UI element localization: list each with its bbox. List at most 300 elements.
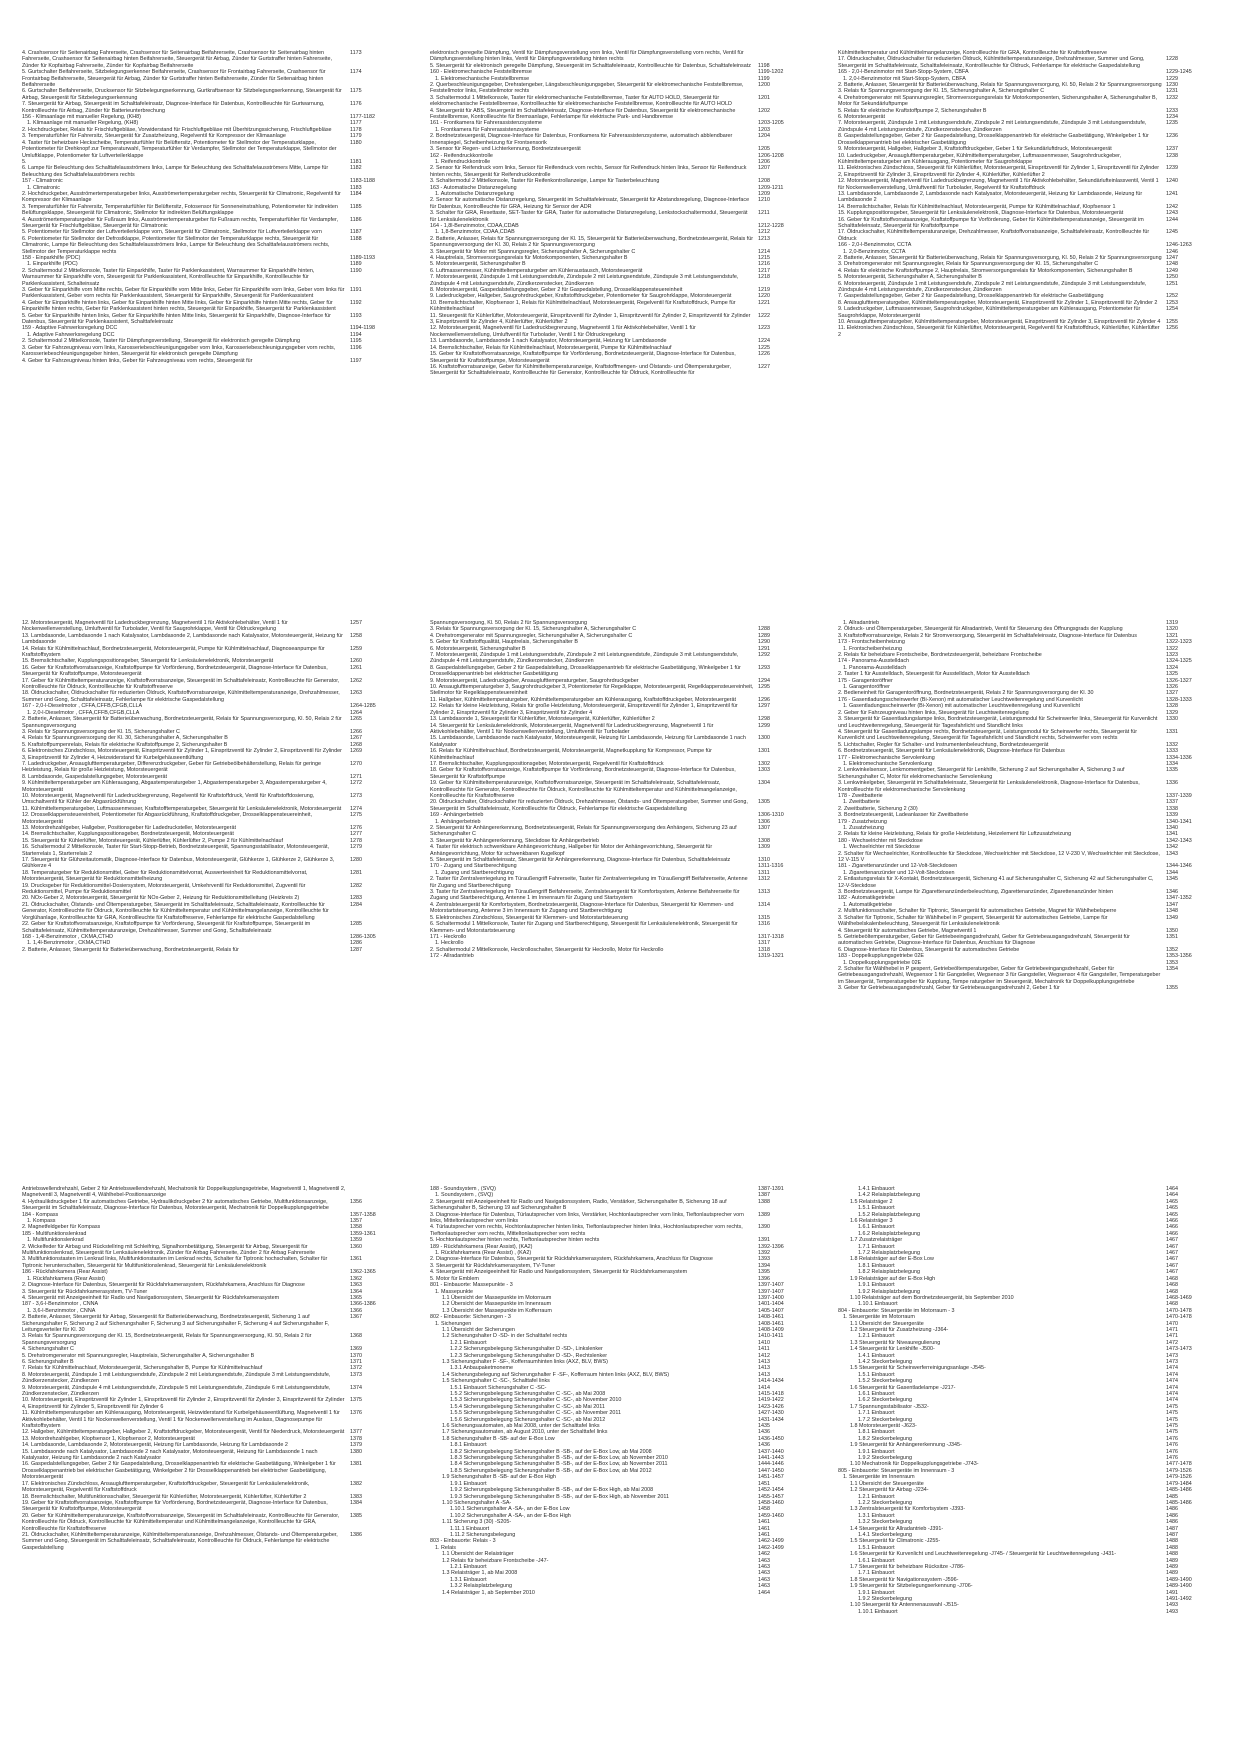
page-number: 1266 — [350, 728, 362, 735]
index-column — [22, 50, 402, 364]
index-entry — [22, 268, 402, 287]
index-entry — [838, 729, 1218, 742]
entry-text: 1.8 Motorsteuergerät -J623- — [850, 1423, 917, 1430]
entry-text: 1.9.1 Einbauort — [858, 1589, 895, 1596]
index-entry — [430, 799, 810, 812]
page-number: 1217 — [758, 267, 770, 274]
index-entry — [22, 1410, 402, 1429]
entry-text: 4. Hauptrelais, Stromversorgungsrelais für Motorkomponenten, Sicherungshalter B — [430, 255, 628, 261]
entry-text: 2. Diagnose-Interface für Datenbus, Steuergerät für Rückfahrkamerasystem, Rückfahrkamera, Anschluss für Diagnose — [430, 1256, 713, 1263]
entry-text: 1. Wechselrichter mit Steckdose — [843, 844, 920, 851]
page-number: 1353-1356 — [1166, 953, 1192, 960]
entry-text: 187 - 3,6-l-Benzinmotor , CNNA — [22, 1301, 99, 1308]
page-number: 1209 — [758, 190, 770, 197]
entry-text: 4. Geber für Fahrzeugniveau hinten links, Geber für Fahrzeugniveau vorn rechts, Steuergerät für — [22, 357, 253, 364]
page-number: 1283 — [350, 895, 362, 902]
entry-text: 18. Öldruckschalter, Öldruckschalter für reduzierten Öldruck, Kraftstoffvorratsanzeige, Kühlmitteltemperaturanzeige, Drehzahlmesser, Summer und Gong, Schalttafeleinsatz, Fehlerlampe für elektrische Gaspedalstellung — [22, 690, 340, 703]
page-number: 1339 — [1166, 812, 1178, 819]
page-number: 1189 — [350, 261, 362, 268]
entry-text: 4. Zentralsteuergerät für Komfortsystem, Bordnetzsteuergerät, Diagnose-Interface für Datenbus, Steuergerät für Klemmen- und Motorstartsteuerung, Antenne 3 im Innenraum für Zugang und Startberechtigung — [430, 901, 734, 915]
index-entry — [430, 82, 810, 95]
entry-text: 10. Motorsteuergerät, Magnetventil für Ladedruckbegrenzung, Regelventil für Kraftstoffdruck, Ventil für Kraftstoffdosierung, Umschaltventil für Kühler der Abgasrückführung — [22, 792, 315, 806]
entry-text: 1.10.1 Sicherungshalter A -SA-, an der E-Box Low — [450, 1506, 570, 1513]
entry-text: 1.2.2 Steckerbelegung — [858, 1499, 912, 1506]
entry-text: 1.8 Sicherungshalter B -SB- auf der E-Box Low — [442, 1435, 555, 1442]
index-entry — [430, 921, 810, 934]
page-number: 1326-1327 — [1166, 677, 1192, 684]
entry-text: 1.3 Übersicht der Massepunkte im Kofferraum — [442, 1307, 552, 1314]
entry-text: 4. Hydraulikdruckgeber 1 für automatisches Getriebe, Hydraulikdruckgeber 2 für automatisches Getriebe, Multifunktionsanzeige, Steuergerät im Schalttafeleinsatz, Diagnose-Interface für Datenbus, Motorsteuergerät, Mechatronik für Doppelkupplungsgetriebe — [22, 1198, 329, 1212]
page-number: 1182 — [350, 165, 362, 172]
entry-text: 1.5 Steuergerät für Climatronic -J255- — [850, 1538, 941, 1545]
entry-text: 2. Entlastungsrelais für X-Kontakt, Bordnetzsteuergerät, Sicherung 41 auf Sicherungshalter C, Sicherung 42 auf Sicherungshalter C, 12-V-Steckdose — [838, 876, 1154, 889]
index-entry — [22, 50, 402, 69]
entry-text: 3. Geber für Getriebeausgangsdrehzahl, Geber für Getriebeausgangsdrehzahl 2, Geber 1 für — [838, 985, 1060, 992]
page-number: 1351 — [1166, 933, 1178, 940]
index-entry — [22, 1256, 402, 1269]
entry-text: 3. Relais für Spannungsversorgung der Kl. 15, Sicherungshalter A, Sicherungshalter C — [430, 626, 637, 633]
entry-text: 1.4.2 Steckerbelegung — [858, 1358, 912, 1365]
entry-text: 803 - Einbauorte: Relais - 3 — [430, 1538, 496, 1545]
page-number: 1190 — [350, 267, 362, 274]
entry-text: 3. Temperaturfühler für Fahrersitz, Steuergerät für Zusatzheizung, Regelventil für Kompressor der Klimaanlage — [22, 133, 286, 140]
page-number: 1349 — [1166, 914, 1178, 921]
page-number: 1365 — [350, 1294, 362, 1301]
page-number: 1255 — [1166, 319, 1178, 326]
entry-text: 8. Lambdasonde, Gaspedalstellungsgeber, Motorsteuergerät — [22, 773, 168, 780]
entry-text: 1. 2,0-l-Dieselmotor , CFFA,CFFB,CFGB,CLLA — [27, 709, 140, 716]
entry-text: 1.8.1 Einbauort — [858, 1262, 895, 1269]
entry-text: 1.3 Relaisträger 1, ab Mai 2008 — [442, 1570, 518, 1577]
entry-text: 2. Zweitbatterie, Sicherung 2 (30) — [838, 805, 918, 812]
entry-text: 17. Öldruckschalter, Öldruckschalter für reduzierten Öldruck, Kühlmitteltemperaturanzeige, Drehzahlmesser, Summer und Gong, Steuergerät im Schalttafeleinsatz, Schalttafeleinsatz, Kontrollleuchte für Öldruck, Fehlerlampe für elektrische Gaspedalstellung — [838, 56, 1145, 69]
index-entry — [430, 723, 810, 736]
entry-text: 1.3.1 Einbauort — [858, 1512, 895, 1519]
entry-text: 1.9.2 Steckerbelegung — [858, 1455, 912, 1462]
entry-text: 1. 3,6-l-Benzinmotor , CNNA — [27, 1307, 96, 1314]
index-entry — [22, 1532, 402, 1551]
page-number: 1334 — [1166, 760, 1178, 767]
entry-text: 3. Schaltermodul 2 Mittelkonsole, Taster für Reifenkontrollanzeige, Lampe für Tasterbeleuchtung — [430, 178, 660, 185]
index-entry — [22, 345, 402, 358]
entry-text: 1. Reifendruckkontrolle — [435, 158, 491, 165]
index-entry — [22, 300, 402, 313]
entry-text: 16. Geber für Kraftstoffvorratsanzeige, Kraftstoffpumpe für Vorförderung, Bordnetzsteuergerät, Diagnose-Interface für Datenbus, Steuergerät für Kraftstoffpumpe, Motorsteuergerät — [22, 664, 328, 678]
entry-text: 1. Automatikgetriebe — [843, 901, 893, 908]
page-number: 1203 — [758, 126, 770, 133]
page-number: 1364 — [350, 1288, 362, 1295]
page-number: 1489-1490 — [1166, 1576, 1192, 1583]
entry-text: 7. Relais für Kühlmittelnachlauf, Motorsteuergerät, Sicherungshalter B, Pumpe für Kühlmittelnachlauf — [22, 1365, 263, 1372]
entry-text: 1.7.1 Einbauort — [858, 1570, 895, 1577]
page-number: 1414-1434 — [758, 1378, 784, 1385]
page-number: 1246-1263 — [1166, 242, 1192, 249]
page-number: 1324-1325 — [1166, 658, 1192, 665]
page-number: 1204 — [758, 133, 770, 140]
entry-text: 4. Geber für Einparkhilfe hinten links, Geber für Einparkhilfe hinten Mitte links, Geber für Einparkhilfe hinten Mitte rechts, Geber für Einparkhilfe hinten rechts, Geber für Parklenkassistent hinten rechts, Steuergerät für Einparkhilfe, Steuergerät für Parklenkassistent — [22, 299, 336, 313]
index-entry — [838, 133, 1218, 146]
page-number: 1236 — [1166, 133, 1178, 140]
page-number: 1173 — [350, 50, 362, 56]
entry-text: 1.2 Steuergerät für Airbag -J234- — [850, 1487, 929, 1494]
entry-text: 1.5.1 Einbauort Sicherungshalter C -SC- — [450, 1384, 547, 1391]
page-number: 1245 — [1166, 229, 1178, 236]
page-number: 1361 — [350, 1256, 362, 1263]
page-number: 1301 — [758, 748, 770, 755]
entry-text: 188 - Soundsystem , (SVQ) — [430, 1186, 496, 1192]
page-number: 1289 — [758, 632, 770, 639]
page-number: 1293 — [758, 664, 770, 671]
page-number: 1474 — [1166, 1378, 1178, 1385]
page-number: 1471 — [1166, 1333, 1178, 1340]
page-number: 1307 — [758, 825, 770, 831]
entry-text: 1.3 Zentralsteuergerät für Komfortsystem -J393- — [850, 1506, 966, 1513]
entry-text: 2. Schalter für Wechselrichter, Kontrollleuchte für Steckdose, Wechselrichter mit Steckdose, 12 V-230 V, Wechselrichter mit Steckdose, 12 V-115 V — [838, 850, 1160, 864]
entry-text: 1.4.1 Steckerbelegung — [858, 1531, 912, 1538]
page-number: 1465 — [1166, 1211, 1178, 1218]
index-column — [22, 620, 402, 953]
page-number: 1360 — [350, 1243, 362, 1250]
index-entry — [838, 767, 1218, 780]
index-entry — [838, 966, 1218, 985]
entry-text: 5. Lichtschalter, Regler für Schalter- und Instrumentenbeleuchtung, Bordnetzsteuergerät — [838, 741, 1049, 748]
entry-text: 11. Hallgeber, Kühlmitteltemperaturgeber, Kühlmitteltemperaturgeber am Kühlerausgang, Kraftstoffdruckgeber, Motorsteuergerät — [430, 696, 737, 703]
page-number: 1197 — [350, 357, 362, 364]
entry-text: 5. Steuergerät für elektronisch geregelte Dämpfung, Steuergerät im Schalttafeleinsatz, Kontrollleuchte für Datenbus, Schalttafeleinsatz — [430, 62, 751, 69]
page-number: 1470 — [1166, 1320, 1178, 1327]
page-number: 1458-1460 — [758, 1499, 784, 1506]
entry-text: 16. Relais für Kühlmittelnachlauf, Bordnetzsteuergerät, Motorsteuergerät, Magnetkupplung für Kompressor, Pumpe für Kühlmittelnachlauf — [430, 748, 712, 761]
entry-text: 158 - Einparkhilfe (PDC) — [22, 255, 81, 261]
entry-text: 17. Steuergerät für Glühzeitautomatik, Diagnose-Interface für Datenbus, Motorsteuergerät, Glühkerze 1, Glühkerze 2, Glühkerze 3, Glühkerze 4 — [22, 857, 335, 870]
page-number: 1479-1526 — [1166, 1467, 1192, 1474]
entry-text: 10. Bremslichtschalter, Klopfsensor 1, Relais für Kühlmittelnachlauf, Motorsteuergerät, Regelventil für Kraftstoffdruck, Pumpe für Kühlmittelnachlauf — [430, 299, 736, 313]
entry-text: 20. Geber für Kühlmitteltemperaturanzeige, Kraftstoffvorratsanzeige, Steuergerät im Schalttafeleinsatz, Kontrollleuchte für Generator, Kontrollleuchte für Öldruck, Kontrollleuchte für Kühlmitteltemperatur und Kühlmittelmangelanzeige, Kontrollleuchte für GRA, Kontrollleuchte für Kraftstoffreserve — [22, 1512, 340, 1532]
entry-text: 12. Drosselklappensteuereinheit, Potentiometer für Abgasrückführung, Kraftstoffdruckgeber, Drosselklappensteuereinheit, Motorsteuergerät — [22, 812, 312, 825]
entry-text: 3. Schalter für GRA, Resettaste, SET-Taster für GRA, Taster für automatische Distanzregelung, Lenkstockschaltermodul, Steuergerät für Lenksäulenelektronik — [430, 210, 748, 223]
page-number: 1311 — [758, 869, 770, 876]
index-entry — [22, 1186, 402, 1199]
entry-text: 1.8.4 Sicherungsbelegung Sicherungshalter B -SB-, auf der E-Box Low, ab November 2011 — [450, 1461, 668, 1468]
entry-text: 184 - Kompass — [22, 1211, 59, 1218]
entry-text: 804 - Einbauorte: Steuergeräte im Motorraum - 3 — [838, 1307, 955, 1314]
index-entry — [430, 889, 810, 902]
entry-text: 1.2.1 Einbauort — [858, 1493, 895, 1500]
page-number: 1441-1443 — [758, 1455, 784, 1462]
page-number: 1188 — [350, 235, 362, 242]
entry-text: 11. Kühlmitteltemperaturgeber, Luftmassenmesser, Kraftstofftemperaturgeber, Steuergerät für Lenksäulenelektronik, Motorsteuergerät — [22, 805, 342, 812]
page-number: 1285 — [350, 921, 362, 928]
page-number: 1286-1305 — [350, 933, 376, 940]
page-number: 1295 — [758, 684, 770, 691]
page-number: 1192 — [350, 299, 362, 306]
entry-text: 5. Getriebeöltemperaturgeber, Geber für Getriebeeingangsdrehzahl, Geber für Getriebeausgangsdrehzahl, Steuergerät für automatisches Getriebe, Diagnose-Interface für Datenbus, Anschluss für Diagnose — [838, 933, 1130, 947]
index-entry — [838, 229, 1218, 242]
entry-text: 12. Hallgeber, Kühlmitteltemperaturgeber, Hallgeber 2, Kraftstoffdruckgeber, Motorsteuergerät, Ventil für Niederdruck, Motorsteuergerät — [22, 1429, 345, 1436]
page-number: 1297 — [758, 703, 770, 710]
page-number: 1241 — [1166, 190, 1178, 197]
entry-text: 1.9.2 Relaisplatzbelegung — [858, 1288, 921, 1295]
page-number: 1286 — [350, 940, 362, 947]
page-number: 1308 — [758, 837, 770, 844]
page-number: 1343 — [1166, 850, 1178, 857]
index-entry — [22, 1481, 402, 1494]
index-entry — [22, 947, 402, 953]
entry-text: 12. Motorsteuergerät, Magnetventil für Ladedruckbegrenzung, Magnetventil 1 für Aktivkohlebehälter, Ventil 1 für Nockenwellenverstellung, Umluftventil für Turbolader, Ventil für Saugrohrklappe, Ventil für Öldruckregelung — [22, 620, 288, 633]
entry-text: 7. Ladedruckgeber, Ansauglufttemperaturgeber, Differenzdruckgeber, Geber für Getriebeölbehälterstellung, Relais für geringe Heizleistung, Relais für große Heizleistung, Motorsteuergerät — [22, 760, 321, 774]
page-number: 1467 — [1166, 1256, 1178, 1263]
page-number: 1463 — [758, 1570, 770, 1577]
page-number: 1473 — [1166, 1352, 1178, 1359]
entry-text: 1. Soundsystem , (SVQ) — [435, 1192, 494, 1199]
index-entry — [22, 1333, 402, 1346]
page-number: 1288 — [758, 626, 770, 633]
entry-text: 2. Öldruck- und Öltemperaturgeber, Steuergerät für Allradantrieb, Ventil für Steuerung des Öffnungsgrads der Kupplung — [838, 626, 1123, 633]
entry-text: 9. Kühlmitteltemperaturgeber am Kühlerausgang, Abgastemperaturgeber 1, Abgastemperaturgeber 3, Abgastemperaturgeber 4, Motorsteuergerät — [22, 780, 327, 793]
entry-text: 181 - Zigarettenanzünder und 12-Volt-Steckdosen — [838, 863, 958, 870]
entry-text: 6. Bordnetzsteuergerät, Steuergerät für Lenksäulenelektronik, Diagnose-Interface für Datenbus — [838, 748, 1065, 755]
page-number: 1357 — [350, 1218, 362, 1225]
page-number: 1311-1316 — [758, 863, 784, 870]
page-number: 1473 — [1166, 1358, 1178, 1365]
index-entry — [22, 236, 402, 255]
entry-text: 3. Kraftstoffvorratsanzeige, Relais 2 für Stromversorgung, Steuergerät im Schalttafeleinsatz, Diagnose-Interface für Datenbus — [838, 632, 1137, 639]
entry-text: 17. Bremslichtschalter, Kupplungspositionsgeber, Motorsteuergerät, Regelventil für Kraftstoffdruck — [430, 760, 664, 767]
entry-text: 5. Gurtschalter Beifahrerseite, Sitzbelegungserkenner Beifahrerseite, Crashsensor für Frontairbag Fahrerseite, Crashsensor für Frontairbag Beifahrerseite, Steuergerät für Airbag, Zünder für Gurtstraffer hinten Beifahrerseite, Zünder für Seitenairbag hinten Beifahrerseite — [22, 69, 326, 89]
index-entry — [22, 665, 402, 678]
page-number: 1366 — [350, 1307, 362, 1314]
page-number: 1208 — [758, 178, 770, 185]
page-number: 1352 — [1166, 946, 1178, 953]
entry-text: 1. Multifunktionslenkrad — [27, 1237, 84, 1244]
page-number: 1475 — [1166, 1423, 1178, 1430]
page-number: 1238 — [1166, 152, 1178, 159]
index-entry — [22, 358, 402, 364]
entry-text: 178 - Zweitbatterie — [838, 792, 883, 799]
entry-text: 164 - 1,8l-Benzinmotor, CDAA,CDAB — [430, 222, 519, 229]
entry-text: 1.10 Steuergerät für Antennenauswahl -J515- — [850, 1602, 959, 1609]
page-number: 1489 — [1166, 1563, 1178, 1570]
entry-text: 2. Batterie, Anlasser, Steuergerät für Airbag, Steuergerät für Batterieüberwachung, Bordnetzsteuergerät, Sicherung 1 auf Sicherungshalter F, Sicherung 2 auf Sicherungshalter F, Sicherung 3 auf Sicherungshalter F, Sicherung 4 auf Sicherungshalter F, Leitungsverteiler für Kl. 30 — [22, 1314, 329, 1333]
page-number: 1436 — [758, 1429, 770, 1436]
page-number: 1385 — [350, 1512, 362, 1519]
page-number: 1227 — [758, 363, 770, 370]
entry-text: 2. Schaltermodul 2 Mittelkonsole, Taster für Einparkhilfe, Taster für Parklenkassistent, Warnsummer für Einparkhilfe hinten, Warnsummer für Einparkhilfe vorn, Steuergerät für Parklenkassistent, Kontrollleuchte für Einparkhilfe, Kontrollleuchte für Parklenkassistent, Schalteinsatz — [22, 267, 315, 287]
index-entry — [430, 364, 810, 377]
page-number: 1206 — [758, 158, 770, 165]
index-entry — [430, 50, 810, 63]
page-number: 1221 — [758, 299, 770, 306]
entry-text: 1.3 Sicherungshalter F -SF-, Kofferraumhinten links (AXZ, BLV, BWS) — [442, 1358, 608, 1365]
index-entry — [430, 351, 810, 364]
page-number: 1486 — [1166, 1512, 1178, 1519]
entry-text: 805 - Einbauorte: Steuergeräte im Innenraum - 3 — [838, 1467, 955, 1474]
page-number: 1177 — [350, 120, 362, 127]
page-number: 1340-1341 — [1166, 818, 1192, 825]
page-number: 1413 — [758, 1365, 770, 1372]
page-number: 1363 — [350, 1282, 362, 1289]
index-entry — [430, 953, 810, 959]
entry-text: 5. Drehstromgenerator mit Spannungsregler, Hauptrelais, Sicherungshalter A, Sicherungshalter B — [22, 1352, 255, 1359]
page-number: 1357-1358 — [350, 1211, 376, 1218]
page-number: 1427-1430 — [758, 1410, 784, 1417]
entry-text: 2. Batterie, Anlasser, Steuergerät für Batterieüberwachung, Relais für Spannungsversorgung, Kl. 50, Relais 2 für Spannungsversorgung — [838, 255, 1162, 261]
page-number: 1259 — [350, 645, 362, 652]
page-number: 1268 — [350, 741, 362, 748]
page-number: 1347-1352 — [1166, 895, 1192, 902]
page-number: 1207 — [758, 165, 770, 172]
page-number: 1376 — [350, 1410, 362, 1417]
entry-text: 3. Relais für Spannungsversorgung der Kl. 15, Sicherungshalter C — [22, 728, 180, 735]
page-number: 1306 — [758, 818, 770, 825]
page-block — [22, 620, 1218, 1180]
entry-text: 13. Lambdasonde, Lambdasonde 2, Lambdasonde nach Katalysator, Motorsteuergerät, Heizung für Lambdasonde, Heizung für Lambdasonde 2 — [838, 190, 1143, 204]
entry-text: 11. Elektronisches Zündschloss, Steuergerät für Kühlerlüfter, Motorsteuergerät, Regelventil für Kraftstoffdruck, Kühlerlüfter, Kühlerlüfter 2 — [838, 325, 1160, 338]
entry-text: 1.4.1 Einbauort — [858, 1186, 895, 1192]
entry-text: 1. Kompass — [27, 1218, 56, 1225]
index-entry — [22, 883, 402, 896]
entry-text: 1. Adaptive Fahrwerksregelung DCC — [27, 331, 115, 338]
entry-text: 4. Steuergerät für automatisches Getriebe, Magnetventil 1 — [838, 927, 977, 934]
entry-text: 4. Drehstromgenerator mit Spannungsregler, Sicherungshalter A, Sicherungshalter C — [430, 632, 633, 639]
page-number: 1298 — [758, 716, 770, 723]
entry-text: 6. Potentiometer für Stellmotor der Defrostklappe, Potentiometer für Stellmotor der Temperaturklappe rechts, Steuergerät für Climatronic, Lampe für Beleuchtung des Schalttafelausströmers links, Lampe für Beleuchtung des Schalttafelausströmers rechts, Stellmotor der Temperaturklappe rechts — [22, 235, 330, 255]
entry-text: 801 - Einbauorte: Massepunkte - 3 — [430, 1282, 513, 1289]
page-number: 1476 — [1166, 1442, 1178, 1449]
page-number: 1465 — [1166, 1198, 1178, 1205]
entry-text: 1.6.2 Relaisplatzbelegung — [858, 1230, 921, 1237]
page-number: 1488 — [1166, 1551, 1178, 1558]
entry-text: 1. Elektromechanische Feststellbremse — [435, 75, 530, 82]
entry-text: 1.8.5 Sicherungsbelegung Sicherungshalter B -SB-, auf der E-Box Low, ab Mai 2012 — [450, 1467, 652, 1474]
entry-text: 16. Kraftstoffvorratsanzeige, Geber für Kühlmitteltemperaturanzeige, Kraftstoffmengen- und Ölstands- und Öltemperaturgeber, Steuergerät für Schalttafeleinsatz, Kontrollleuchte für Generator, Kontrollleuchte für Öldruck, Kontrollleuchte für — [430, 363, 731, 377]
page-number: 1264 — [350, 709, 362, 716]
index-entry — [430, 1590, 810, 1596]
page-number: 1373 — [350, 1371, 362, 1378]
page-number: 1174 — [350, 69, 362, 76]
page-number: 1487 — [1166, 1525, 1178, 1532]
entry-text: 3. Taster für Zentralverriegelung im Türaußengriff Beifahrerseite, Zentralsteuergerät für Komfortsystem, Antenne Beifahrerseite für Zugang und Startberechtigung, Antenne 1 im Innenraum für Zugang und Startsystem — [430, 889, 740, 902]
entry-text: 1. Steuergeräte im Motorraum — [843, 1314, 915, 1321]
page-number: 1176 — [350, 101, 362, 108]
entry-text: 1. Einparkhilfe (PDC) — [27, 261, 78, 268]
page-number: 1233 — [1166, 107, 1178, 114]
page-number: 1333 — [1166, 748, 1178, 755]
page-number: 1317-1318 — [758, 933, 784, 940]
entry-text: 14. Bremslichtschalter, Kupplungspositionsgeber, Bordnetzsteuergerät, Motorsteuergerät — [22, 831, 234, 838]
page-number: 1473-1473 — [1166, 1346, 1192, 1353]
entry-text: 18. Geber für Kraftstoffvorratsanzeige, Kraftstoffpumpe für Vorförderung, Bordnetzsteuergerät, Diagnose-Interface für Datenbus, Steuergerät für Kraftstoffpumpe — [430, 767, 736, 780]
entry-text: 1. Frontkamera für Fahrerassistenzsysteme — [435, 126, 540, 133]
index-entry — [22, 1397, 402, 1410]
entry-text: 5. Motorsteuergerät, Sicherungshalter B — [430, 261, 526, 268]
page-number: 1340 — [1166, 825, 1178, 831]
entry-text: 159 - Adaptive Fahrwerksregelung DCC — [22, 325, 118, 332]
page-number: 1476 — [1166, 1435, 1178, 1442]
entry-text: 6. Schaltermodul 1 Mittelkonsole, Taster für Zugang und Startberechtigung, Steuergerät für Lenksäulenelektronik, Steuergerät für Klemmen- und Motorstartsteuerung — [430, 921, 738, 934]
page-number: 1437-1440 — [758, 1448, 784, 1455]
page-number: 1321 — [1166, 632, 1178, 639]
entry-text: 162 - Reifendruckkontrolle — [430, 152, 493, 159]
page-number: 1388 — [758, 1198, 770, 1205]
page-number: 1410-1411 — [758, 1333, 784, 1340]
index-entry — [22, 191, 402, 204]
page-number: 1269 — [350, 748, 362, 755]
page-number: 1281 — [350, 869, 362, 876]
page-number: 1477-1478 — [1166, 1461, 1192, 1468]
page-number: 1470-1478 — [1166, 1314, 1192, 1321]
page-number: 1381 — [350, 1461, 362, 1468]
entry-text: 1. Sicherungen — [435, 1320, 472, 1327]
page-number: 1249 — [1166, 267, 1178, 274]
page-number: 1470-1478 — [1166, 1307, 1192, 1314]
page-number: 1459-1460 — [758, 1512, 784, 1519]
page-number: 1205 — [758, 146, 770, 153]
entry-text: 3. Bordnetzsteuergerät, Ladeanlasser für Zweitbatterie — [838, 812, 969, 819]
entry-text: 1.8 Relaisträger auf der E-Box Low — [850, 1256, 934, 1263]
entry-text: 4. Steuergerät mit Anzeigeeinheit für Radio und Navigationssystem, Steuergerät für Rückfahrkamerasystem — [22, 1294, 280, 1301]
entry-text: 9. Motorsteuergerät, Hallgeber, Hallgeber 3, Kraftstoffdruckgeber, Geber 1 für Sekundärluftdruck, Motorsteuergerät — [838, 146, 1112, 153]
page-number: 1358 — [350, 1224, 362, 1231]
page-number: 1475 — [1166, 1403, 1178, 1410]
page-number: 1322 — [1166, 645, 1178, 652]
entry-text: 19. Drucksgeber für Reduktionsmittel-Dosiersystem, Motorsteuergerät, Umkehrventil für Reduktionsmittel, Zugventil für Reduktionsmittel, Pumpe für Reduktionsmittel — [22, 882, 306, 896]
index-entry — [838, 56, 1218, 69]
page-number: 1212-1228 — [758, 222, 784, 229]
entry-text: 15. Geber für Kraftstoffvorratsanzeige, Kraftstoffpumpe für Vorförderung, Bordnetzsteuergerät, Diagnose-Interface für Datenbus, Steuergerät für Kraftstoffpumpe, Motorsteuergerät — [430, 351, 736, 364]
entry-text: 1.8.2 Relaisplatzbelegung — [858, 1269, 921, 1276]
entry-text: 1. Gasentladungsscheinwerfer (Bi-Xenon) mit automatischer Leuchtweitenregelung und Kurvenlicht — [843, 703, 1081, 710]
entry-text: 2. Schaltermodul 2 Mittelkonsole, Heckrolloschalter, Steuergerät für Heckrollo, Motor für Heckrollo — [430, 946, 664, 953]
page-number: 1461 — [758, 1531, 770, 1538]
page-number: 1219 — [758, 287, 770, 294]
page-number: 1248 — [1166, 261, 1178, 268]
page-number: 1175 — [350, 88, 362, 95]
entry-text: 2. Lenkwinkelsensor, Lenkmomentgeber, Steuergerät für Lenkhilfe, Sicherung 2 auf Sicherungshalter A, Sicherung 3 auf Sicherungshalter C, Motor für elektromechanische Servolenkung — [838, 767, 1125, 780]
page-number: 1464 — [758, 1589, 770, 1596]
page-number: 1346 — [1166, 889, 1178, 896]
entry-text: 3. Steuergerät für Anhängererkennung, Steckdose für Anhängerbetrieb — [430, 837, 600, 844]
page-number: 1468 — [1166, 1301, 1178, 1308]
entry-text: 8. Gaspedalstellungsgeber, Geber 2 für Gaspedalstellung, Drosselklappenantrieb für elektrische Gasbetätigung, Winkelgeber 1 für Drosselklappenantrieb bei elektrischer Gasbetätigung — [430, 664, 741, 678]
entry-text: 1. 2,0-l-Benzinmotor mit Start-Stopp-System, CBFA — [843, 75, 966, 82]
entry-text: 9. Ladedruckgeber, Luftmassenmesser, Saugrohrdruckgeber, Kühlmitteltemperaturgeber am Kühlerausgang, Potentiometer für Saugrohrklappe, Motorsteuergerät — [838, 306, 1141, 319]
page-number: 1296 — [758, 696, 770, 703]
entry-text: 1.5 Steuergerät für Scheinwerferreinigungsanlage -J545- — [850, 1365, 986, 1372]
page-number: 1228 — [1166, 56, 1178, 63]
entry-text: 179 - Zusatzheizung — [838, 818, 887, 825]
entry-text: 2. Relais für kleine Heizleistung, Relais für große Heizleistung, Heizelement für Luftzusatzheizung — [838, 831, 1072, 838]
entry-text: 4. Drehstromgenerator mit Spannungsregler, Stromversorgungsrelais für Motorkomponenten, Sicherungshalter A, Sicherungshalter B, Motor für Sekundärluftpumpe — [838, 94, 1158, 108]
entry-text: 10. Ansauglufttemperaturgeber 3, Saugrohrdruckgeber 3, Potentiometer für Regelklappe, Motorsteuergerät, Regelklappensteuereinheit, Stellmotor für Regelklappensteuereinheit — [430, 684, 754, 697]
page-number: 1202 — [758, 107, 770, 114]
page-number: 1337 — [1166, 799, 1178, 806]
entry-text: 4. Taster für beheizbare Heckscheibe, Temperaturfühler für Belüftersitz, Potentiometer für Stellmotor der Temperaturklappe, Potentiometer für Drehknopf zur Temperaturwahl, Temperaturfühler für Verdampfer, Stellmotor der Temperaturklappe, Stellmotor der Umluftklappe, Potentiometer für Luftverteilerklappe — [22, 139, 337, 159]
page-number: 1254 — [1166, 306, 1178, 313]
entry-text: 13. Motordrehzahlgeber, Klopfsensor 1, Klopfsensor 2, Motorsteuergerät — [22, 1435, 195, 1442]
entry-text: 21. Öldruckschalter, Ölstands- und Öltemperaturgeber, Steuergerät im Schalttafeleinsatz, Schalttafeleinsatz, Kontrollleuchte für Generator, Kontrollleuchte für Öldruck, Kontrollleuchte für Kühlmitteltemperatur und Kühlmittelmangelanzeige, Kontrollleuchte für Vorglühanlage, Kontrollleuchte für GRA, Kontrollleuchte für Kraftstoffreserve, Fehlerlampe für elektrische Gaspedalstellung — [22, 901, 329, 921]
page-number: 1467 — [1166, 1250, 1178, 1257]
page-number: 1489-1490 — [1166, 1583, 1192, 1590]
page-number: 1468 — [1166, 1282, 1178, 1289]
index-entry — [22, 716, 402, 729]
entry-text: 1.6 Sicherungsautomaten, ab Mai 2008, unter der Schalttafel links — [442, 1423, 600, 1430]
entry-text: 1.7.1 Einbauort — [858, 1243, 895, 1250]
page-number: 1277 — [350, 831, 362, 838]
entry-text: 1.6.1 Einbauort — [858, 1391, 895, 1397]
index-entry — [22, 870, 402, 883]
page-number: 1374 — [350, 1384, 362, 1391]
